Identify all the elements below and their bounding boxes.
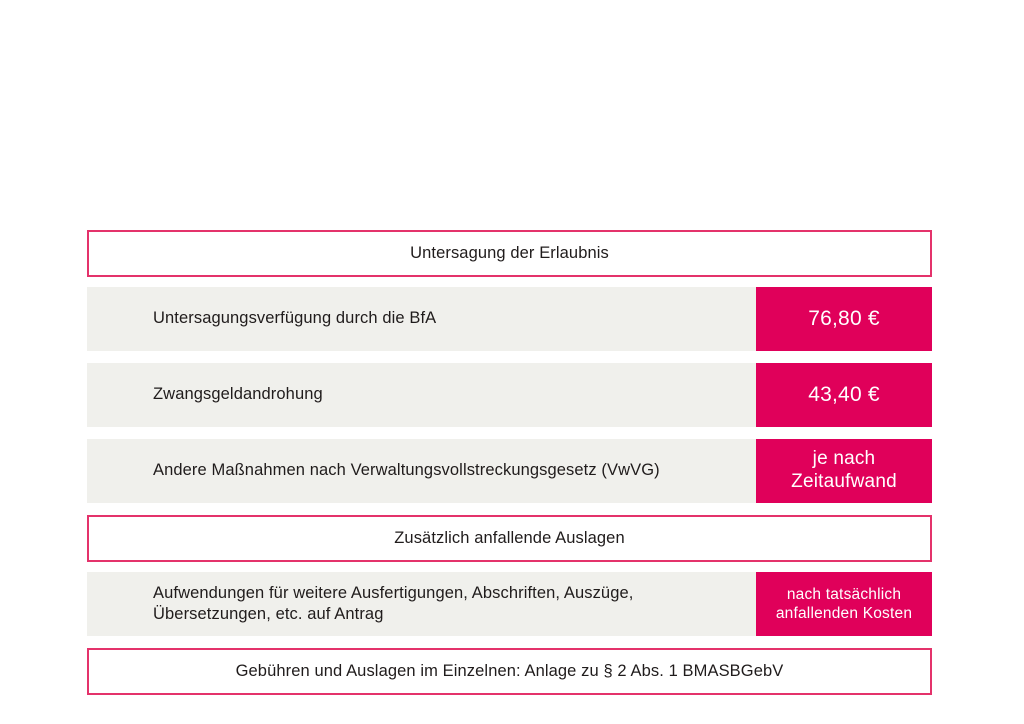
fee-row-value-line-1: nach tatsächlich [786, 585, 902, 603]
section-header-label: Zusätzlich anfallende Auslagen [394, 528, 625, 547]
fee-row-value-line-1: je nach [812, 448, 876, 470]
spacer [87, 562, 932, 572]
fee-row-value: 43,40 € [756, 363, 932, 427]
section-header-auslagen [87, 515, 932, 562]
section-header-untersagung [87, 230, 932, 277]
fee-row-value [756, 572, 932, 636]
fee-row-value: 76,80 € [756, 287, 932, 351]
spacer [87, 636, 932, 648]
fee-row-label: Untersagungsverfügung durch die BfA [87, 287, 756, 351]
section-header-label: Untersagung der Erlaubnis [410, 243, 609, 262]
fee-row-label: Andere Maßnahmen nach Verwaltungsvollstreckungsgesetz (VwVG) [87, 439, 756, 503]
fee-row [87, 572, 932, 636]
fee-row-label-line-1: Aufwendungen für weitere Ausfertigungen, Abschriften, Auszüge, [153, 583, 634, 602]
fee-table [87, 230, 932, 695]
spacer [87, 351, 932, 363]
fee-row-label [87, 572, 756, 636]
fee-row [87, 439, 932, 503]
fee-row [87, 363, 932, 427]
fee-row-value-line-2: anfallenden Kosten [775, 605, 913, 622]
spacer [87, 503, 932, 515]
fee-row-value-line-2: Zeitaufwand [791, 471, 897, 492]
fee-row-label: Zwangsgeldandrohung [87, 363, 756, 427]
footer-reference-box [87, 648, 932, 695]
fee-row-value [756, 439, 932, 503]
spacer [87, 277, 932, 287]
fee-row [87, 287, 932, 351]
fee-row-label-line-2: Übersetzungen, etc. auf Antrag [153, 605, 384, 623]
spacer [87, 427, 932, 439]
footer-reference-label: Gebühren und Auslagen im Einzelnen: Anlage zu § 2 Abs. 1 BMASBGebV [235, 661, 784, 680]
